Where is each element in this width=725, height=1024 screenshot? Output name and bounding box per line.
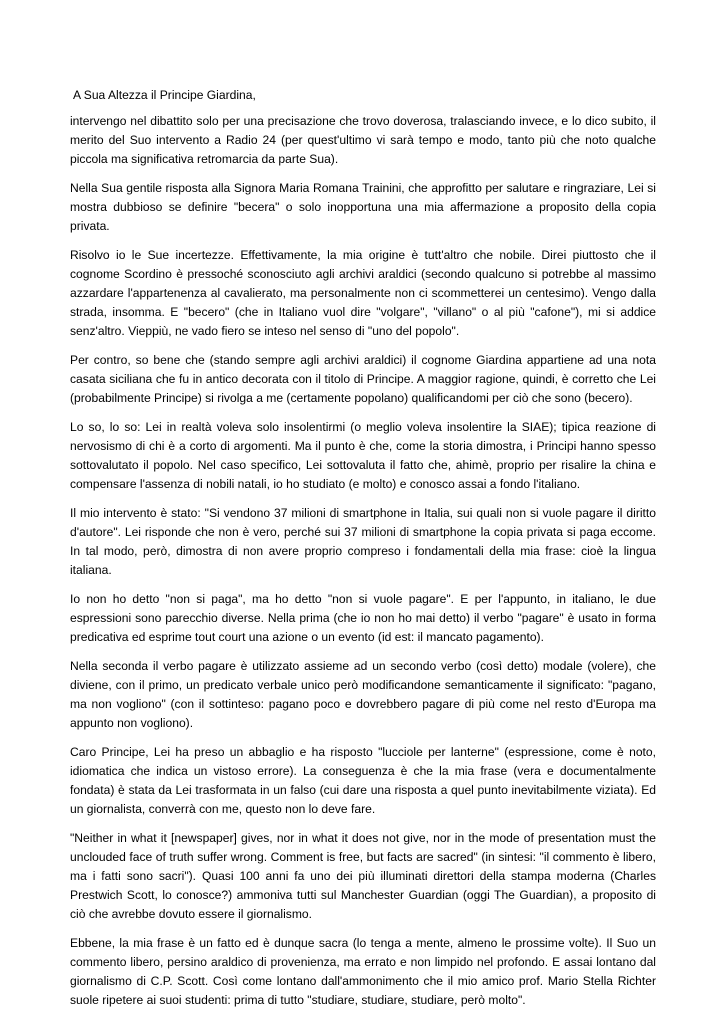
- letter-paragraph-8: Nella seconda il verbo pagare è utilizzato assieme ad un secondo verbo (così detto) modale (volere), che diviene, con il primo, un predicato verbale unico però modificandone semanticamente il significato: "pagano, ma non vogliono" (con il sottinteso: pagano poco e dovrebbero pagare di più come nel resto d'Europa ma appunto non vogliono).: [70, 659, 656, 730]
- letter-paragraph-11: Ebbene, la mia frase è un fatto ed è dunque sacra (lo tenga a mente, almeno le prossime volte). Il Suo un commento libero, persino araldico di provenienza, ma errato e non limpido nel profondo. E assai lontano dal giornalismo di C.P. Scott. Così come lontano dall'ammonimento che il mio amico prof. Mario Stella Richter suole ripetere ai suoi studenti: prima di tutto "studiare, studiare, studiare, però molto".: [70, 936, 656, 1007]
- letter-paragraph-7: Io non ho detto "non si paga", ma ho detto "non si vuole pagare". E per l'appunto, in italiano, le due espressioni sono parecchio diverse. Nella prima (che io non ho mai detto) il verbo "pagare" è usato in forma predicativa ed esprime tout court una azione o un evento (id est: il mancato pagamento).: [70, 592, 656, 644]
- letter-paragraph-5: Lo so, lo so: Lei in realtà voleva solo insolentirmi (o meglio voleva insolentire la SIAE); tipica reazione di nervosismo di chi è a corto di argomenti. Ma il punto è che, come la storia dimostra, i Principi hanno spesso sottovalutato il popolo. Nel caso specifico, Lei sottovaluta il fatto che, ahimè, proprio per risalire la china e compensare l'assenza di nobili natali, io ho studiato (e molto) e conosco assai a fondo l'italiano.: [70, 420, 656, 491]
- letter-paragraph-4: Per contro, so bene che (stando sempre agli archivi araldici) il cognome Giardina appartiene ad una nota casata siciliana che fu in antico decorata con il titolo di Principe. A maggior ragione, quindi, è corretto che Lei (probabilmente Principe) si rivolga a me (certamente popolano) qualificandomi per ciò che sono (becero).: [70, 353, 656, 405]
- letter-paragraph-6: Il mio intervento è stato: "Si vendono 37 milioni di smartphone in Italia, sui quali non si vuole pagare il diritto d'autore". Lei risponde che non è vero, perché sui 37 milioni di smartphone la copia privata si paga eccome. In tal modo, però, dimostra di non avere proprio compreso i fondamentali della mia frase: cioè la lingua italiana.: [70, 506, 656, 577]
- letter-paragraph-9: Caro Principe, Lei ha preso un abbaglio e ha risposto "lucciole per lanterne" (espressione, come è noto, idiomatica che indica un vistoso errore). La conseguenza è che la mia frase (vera e documentalmente fondata) è stata da Lei trasformata in un falso (cui dare una risposta a quel punto inevitabilmente viziata). Ed un giornalista, converrà con me, questo non lo deve fare.: [70, 745, 656, 816]
- letter-body: [70, 86, 656, 1020]
- letter-salutation: A Sua Altezza il Principe Giardina,: [73, 88, 256, 102]
- letter-paragraph-2: Nella Sua gentile risposta alla Signora Maria Romana Trainini, che approfitto per salutare e ringraziare, Lei si mostra dubbioso se definire "becera" o solo inopportuna una mia affermazione a proposito della copia privata.: [70, 181, 656, 233]
- letter-paragraph-3: Risolvo io le Sue incertezze. Effettivamente, la mia origine è tutt'altro che nobile. Direi piuttosto che il cognome Scordino è pressoché sconosciuto agli archivi araldici (secondo qualcuno si potrebbe al massimo azzardare l'appartenenza al cavalierato, ma personalmente non ci scommetterei un centesimo). Vengo dalla strada, insomma. E "becero" (che in Italiano vuol dire "volgare", "villano" o al più "cafone"), mi si addice senz'altro. Vieppiù, ne vado fiero se inteso nel senso di "uno del popolo".: [70, 248, 656, 338]
- letter-paragraph-10: "Neither in what it [newspaper] gives, nor in what it does not give, nor in the mode of presentation must the unclouded face of truth suffer wrong. Comment is free, but facts are sacred" (in sintesi: "il commento è libero, ma i fatti sono sacri"). Quasi 100 anni fa uno dei più illuminati direttori della stampa moderna (Charles Prestwich Scott, lo conosce?) ammoniva tutti sul Manchester Guardian (oggi The Guardian), a proposito di ciò che avrebbe dovuto essere il giornalismo.: [70, 831, 656, 921]
- letter-paragraph-1: intervengo nel dibattito solo per una precisazione che trovo doverosa, tralasciando invece, e lo dico subito, il merito del Suo intervento a Radio 24 (per quest'ultimo vi sarà tempo e modo, tanto più che noto qualche piccola ma significativa retromarcia da parte Sua).: [70, 114, 656, 166]
